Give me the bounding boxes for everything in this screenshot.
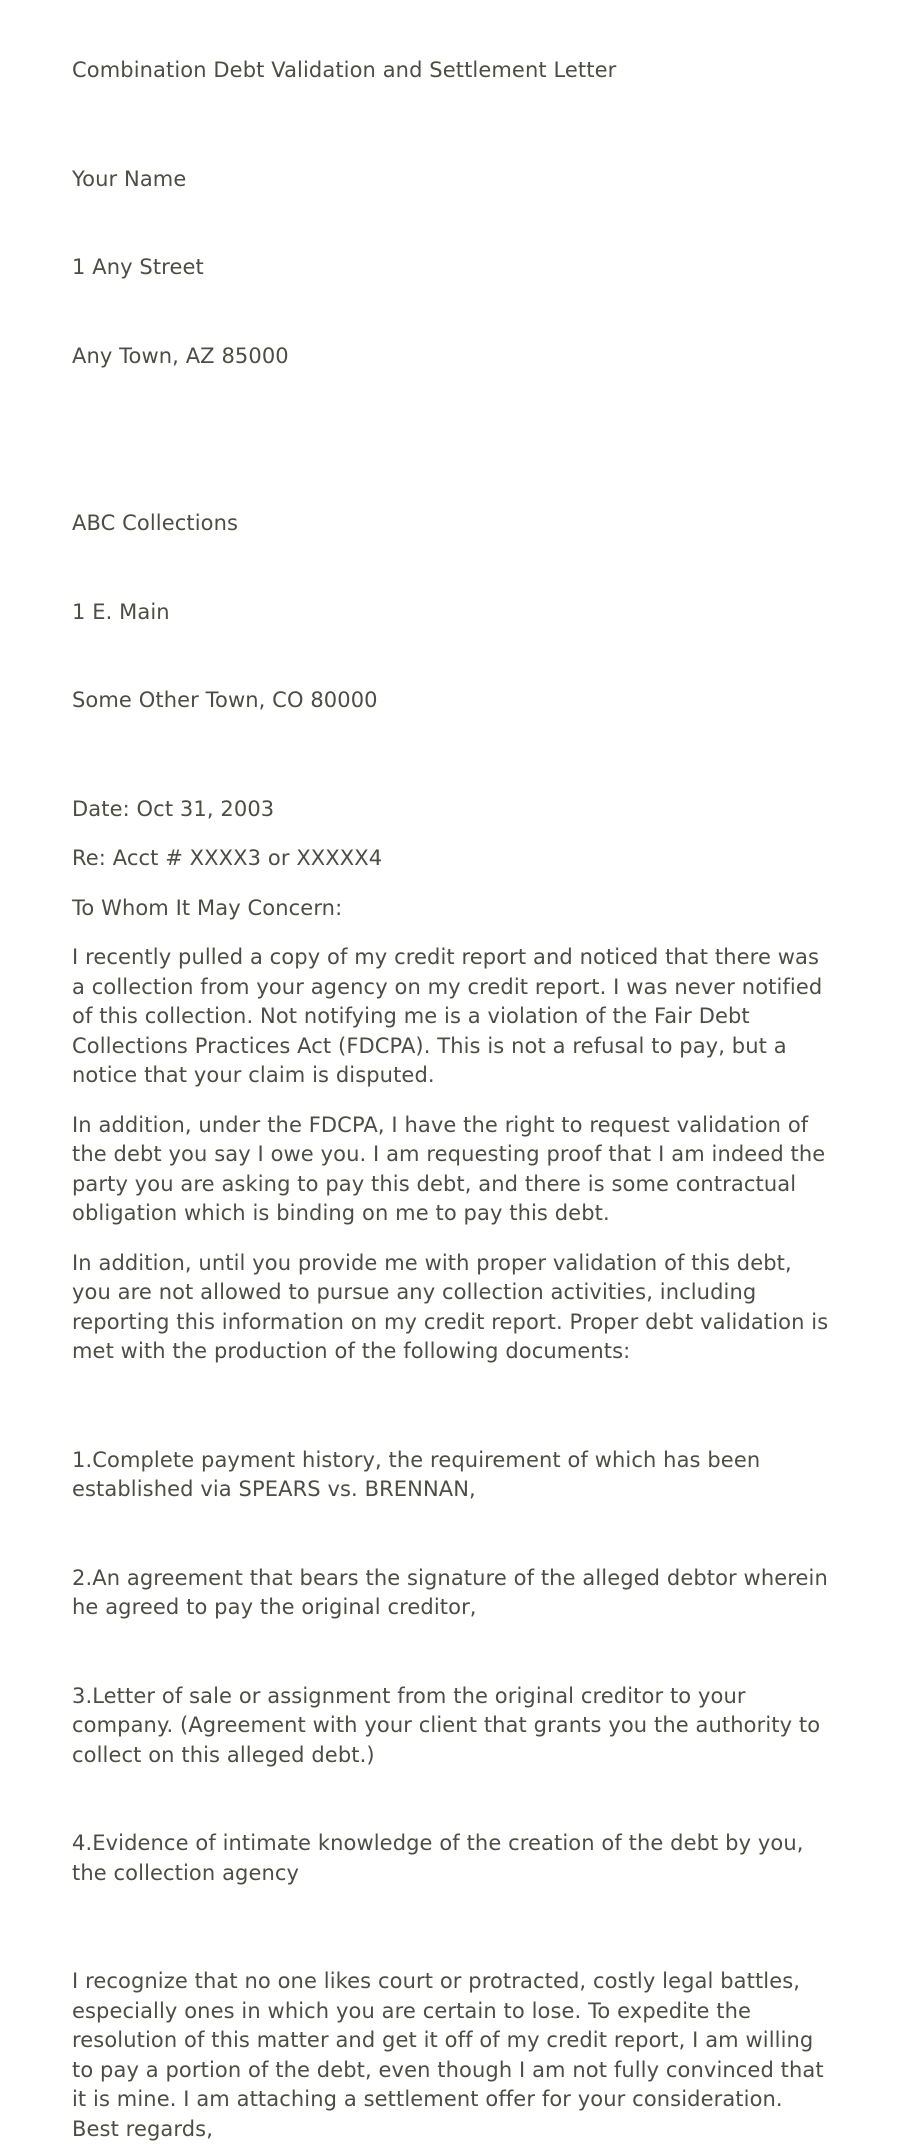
recipient-company: ABC Collections [72, 509, 836, 539]
reference-line: Re: Acct # XXXX3 or XXXXX4 [72, 844, 836, 874]
numbered-document-list [72, 1387, 836, 1948]
date-line: Date: Oct 31, 2003 [72, 795, 836, 825]
recipient-street: 1 E. Main [72, 598, 836, 628]
closing-line: Best regards, [72, 2115, 836, 2144]
sender-city-state-zip: Any Town, AZ 85000 [72, 342, 836, 372]
letter-title: Combination Debt Validation and Settlement Letter [72, 56, 836, 86]
recipient-address-block [72, 450, 836, 775]
paragraph-2: In addition, under the FDCPA, I have the right to request validation of the debt you say I owe you. I am requesting proof that I am indeed the party you are asking to pay this debt, and there is some contractual obligation which is binding on me to pay this debt. [72, 1111, 836, 1229]
list-item: 1.Complete payment history, the requirement of which has been established via SPEARS vs. BRENNAN, [72, 1446, 836, 1505]
list-item: 3.Letter of sale or assignment from the original creditor to your company. (Agreement with your client that grants you the authority to collect on this alleged debt.) [72, 1682, 836, 1771]
letter-body [72, 56, 836, 2144]
paragraph-4: I recognize that no one likes court or protracted, costly legal battles, especially ones in which you are certain to lose. To expedite the resolution of this matter and get it off of my credit report, I am willing to pay a portion of the debt, even though I am not fully convinced that it is mine. I am attaching a settlement offer for your consideration. [72, 1967, 836, 2115]
paragraph-1: I recently pulled a copy of my credit report and noticed that there was a collection from your agency on my credit report. I was never notified of this collection. Not notifying me is a violation of the Fair Debt Collections Practices Act (FDCPA). This is not a refusal to pay, but a notice that your claim is disputed. [72, 943, 836, 1091]
sender-address-block [72, 106, 836, 431]
recipient-city-state-zip: Some Other Town, CO 80000 [72, 686, 836, 716]
list-item: 4.Evidence of intimate knowledge of the creation of the debt by you, the collection agency [72, 1829, 836, 1888]
paragraph-3: In addition, until you provide me with proper validation of this debt, you are not allowed to pursue any collection activities, including reporting this information on my credit report. Proper debt validation is met with the production of the following documents: [72, 1249, 836, 1367]
sender-street: 1 Any Street [72, 253, 836, 283]
list-item: 2.An agreement that bears the signature of the alleged debtor wherein he agreed to pay the original creditor, [72, 1564, 836, 1623]
salutation: To Whom It May Concern: [72, 894, 836, 924]
sender-name: Your Name [72, 165, 836, 195]
